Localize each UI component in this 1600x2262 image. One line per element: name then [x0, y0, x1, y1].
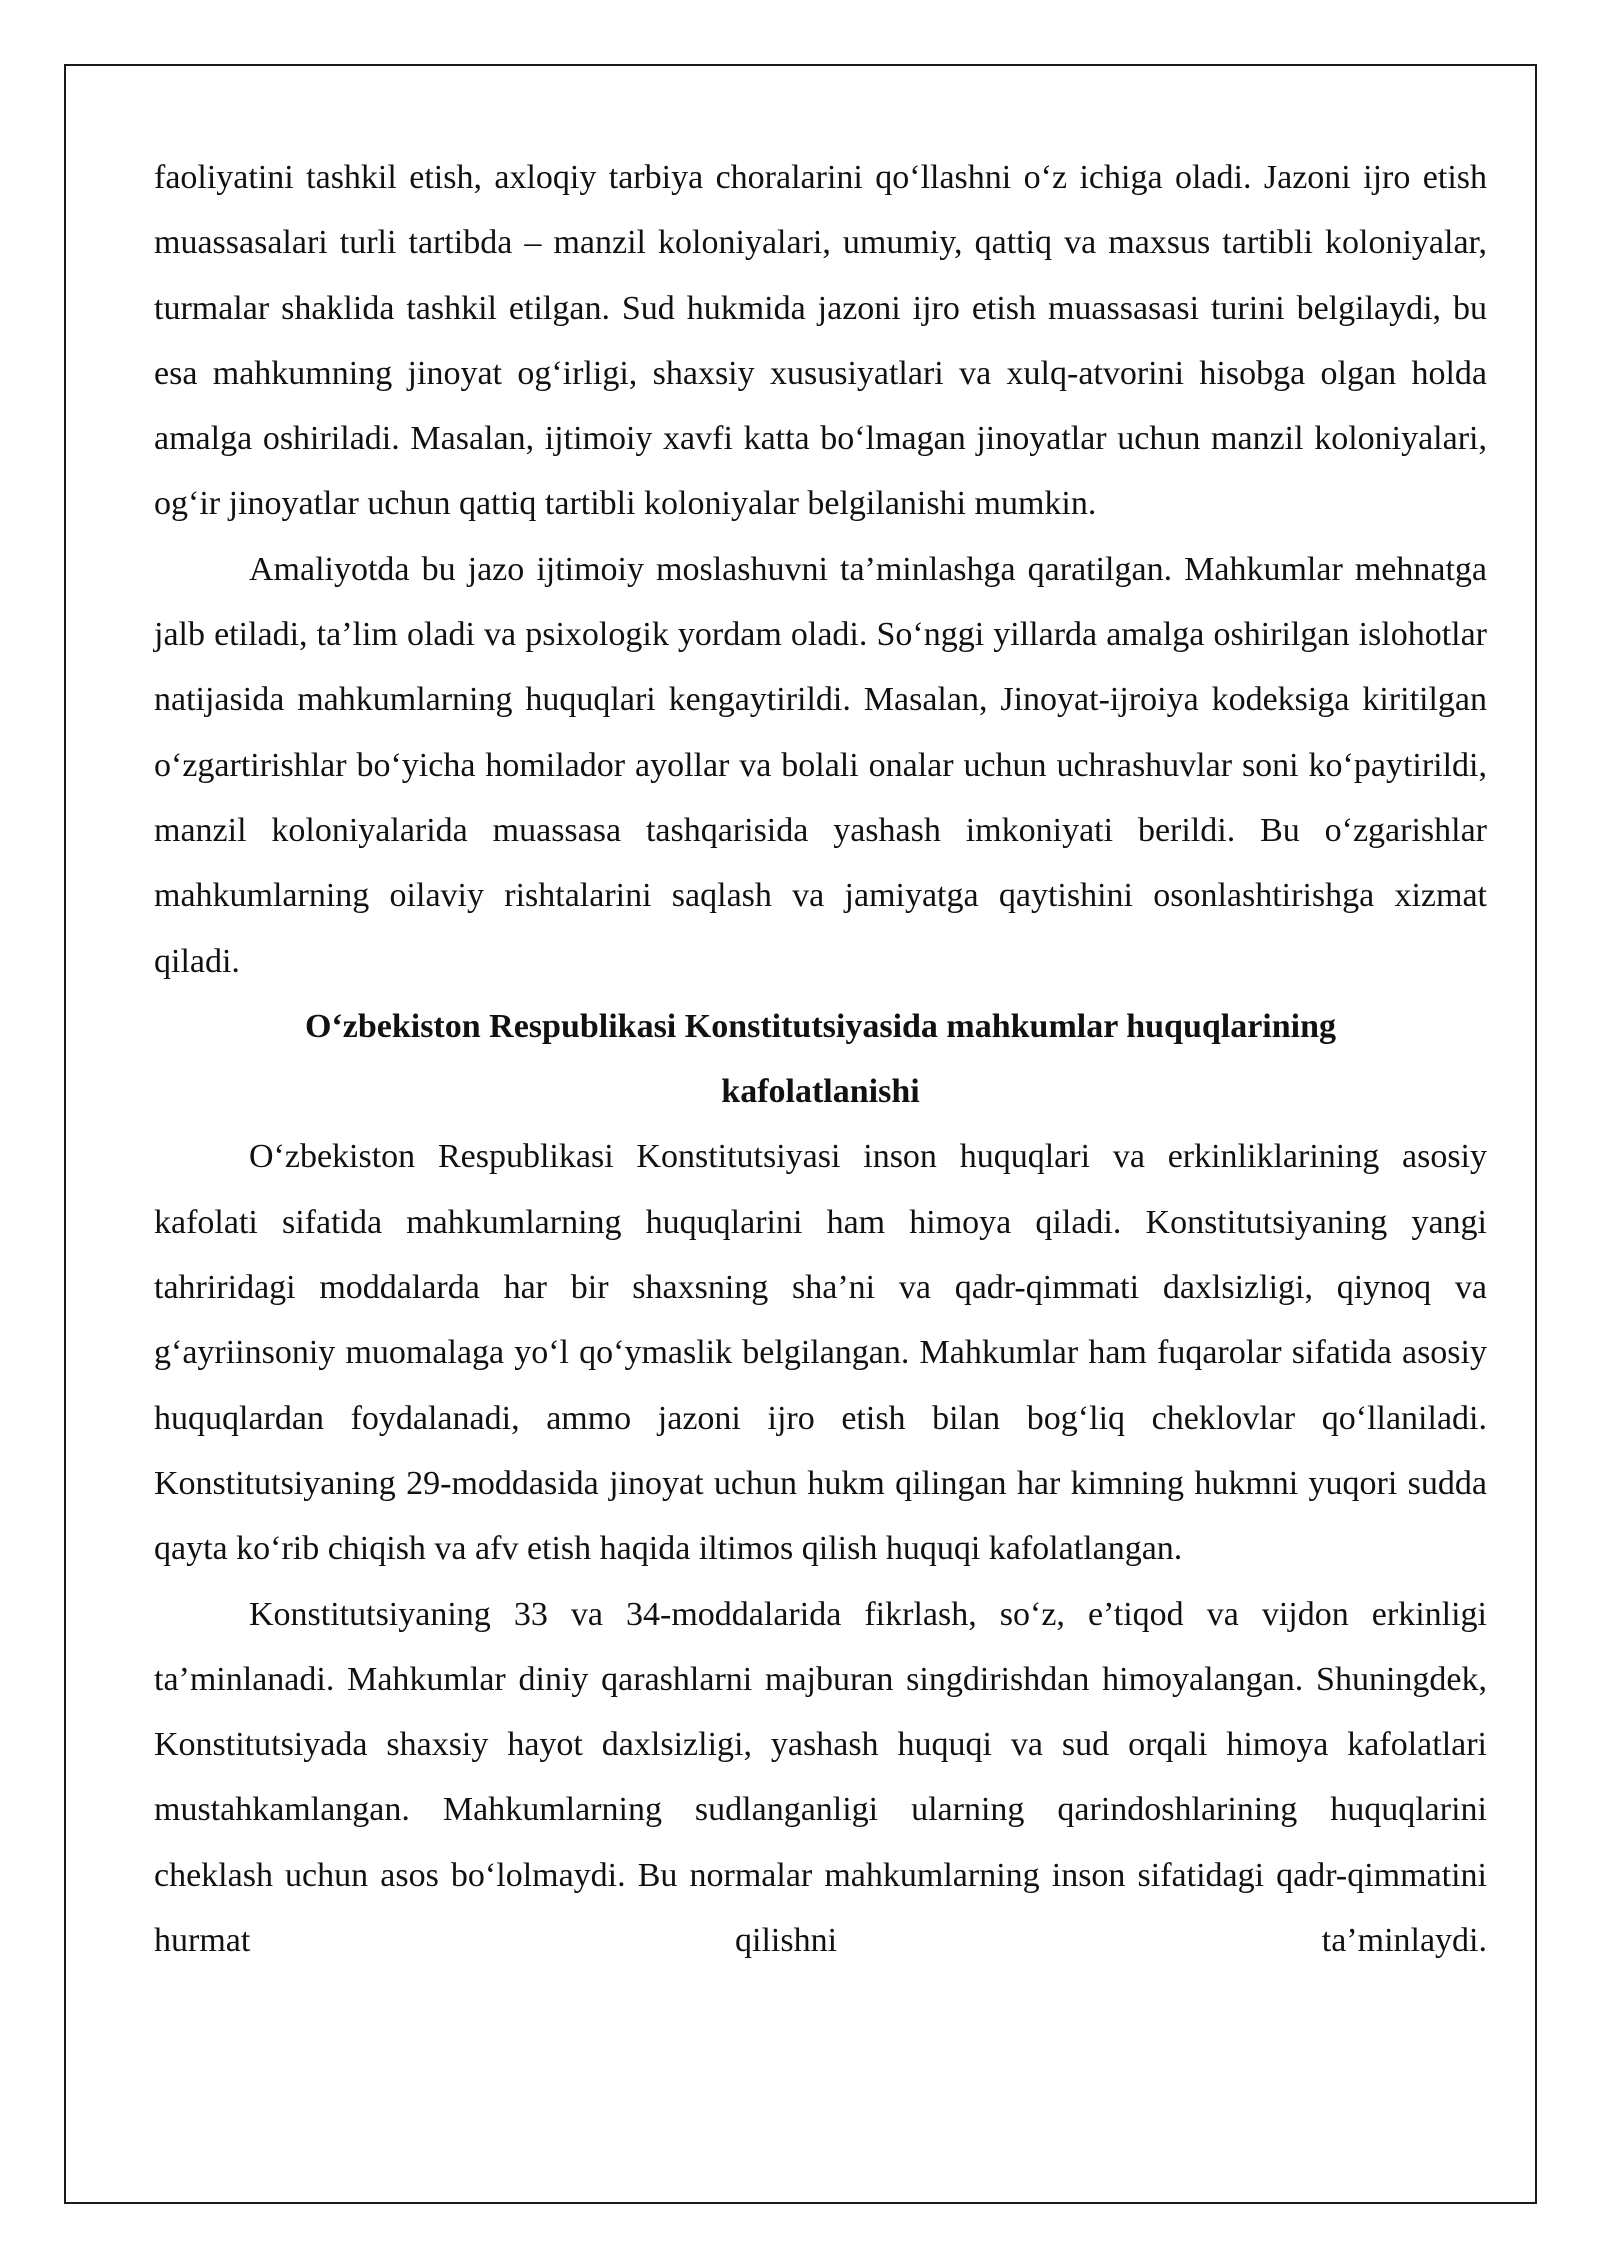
- paragraph-constitution-guarantees: O‘zbekiston Respublikasi Konstitutsiyasi inson huquqlari va erkinliklarining asosiy kafolati sifatida mahkumlarning huquqlarini ham himoya qiladi. Konstitutsiyaning yangi tahriridagi moddalarda har bir shaxsning sha’ni va qadr-qimmati daxlsizligi, qiynoq va g‘ayriinsoniy muomalaga yo‘l qo‘ymaslik belgilangan. Mahkumlar ham fuqarolar sifatida asosiy huquqlardan foydalanadi, ammo jazoni ijro etish bilan bog‘liq cheklovlar qo‘llaniladi. Konstitutsiyaning 29-moddasida jinoyat uchun hukm qilingan har kimning hukmni yuqori sudda qayta ko‘rib chiqish va afv etish haqida iltimos qilish huquqi kafolatlangan.: [154, 1138, 1487, 1568]
- paragraph-continuation: faoliyatini tashkil etish, axloqiy tarbiya choralarini qo‘llashni o‘z ichiga oladi. Jazoni ijro etish muassasalari turli tartibda – manzil koloniyalari, umumiy, qattiq va maxsus tartibli koloniyalar, turmalar shaklida tashkil etilgan. Sud hukmida jazoni ijro etish muassasasi turini belgilaydi, bu esa mahkumning jinoyat og‘irligi, shaxsiy xususiyatlari va xulq-atvorini hisobga olgan holda amalga oshiriladi. Masalan, ijtimoiy xavfi katta bo‘lmagan jinoyatlar uchun manzil koloniyalari, og‘ir jinoyatlar uchun qattiq tartibli koloniyalar belgilanishi mumkin.: [154, 159, 1487, 523]
- paragraph-practice: Amaliyotda bu jazo ijtimoiy moslashuvni ta’minlashga qaratilgan. Mahkumlar mehnatga jalb etiladi, ta’lim oladi va psixologik yordam oladi. So‘nggi yillarda amalga oshirilgan islohotlar natijasida mahkumlarning huquqlari kengaytirildi. Masalan, Jinoyat-ijroiya kodeksiga kiritilgan o‘zgartirishlar bo‘yicha homilador ayollar va bolali onalar uchun uchrashuvlar soni ko‘paytirildi, manzil koloniyalarida muassasa tashqarisida yashash imkoniyati berildi. Bu o‘zgarishlar mahkumlarning oilaviy rishtalarini saqlash va jamiyatga qaytishini osonlashtirishga xizmat qiladi.: [154, 550, 1487, 980]
- paragraph-freedom-of-conscience: Konstitutsiyaning 33 va 34-moddalarida fikrlash, so‘z, e’tiqod va vijdon erkinligi ta’minlanadi. Mahkumlar diniy qarashlarni majburan singdirishdan himoyalangan. Shuningdek, Konstitutsiyada shaxsiy hayot daxlsizligi, yashash huquqi va sud orqali himoya kafolatlari mustahkamlangan. Mahkumlarning sudlanganligi ularning qarindoshlarining huquqlarini cheklash uchun asos bo‘lolmaydi. Bu normalar mahkumlarning inson sifatidagi qadr-qimmatini hurmat qilishni ta’minlaydi.: [154, 1595, 1487, 1960]
- section-heading: O‘zbekiston Respublikasi Konstitutsiyasida mahkumlar huquqlarining kafolatlanishi: [304, 1007, 1337, 1111]
- document-body: [154, 145, 1487, 1973]
